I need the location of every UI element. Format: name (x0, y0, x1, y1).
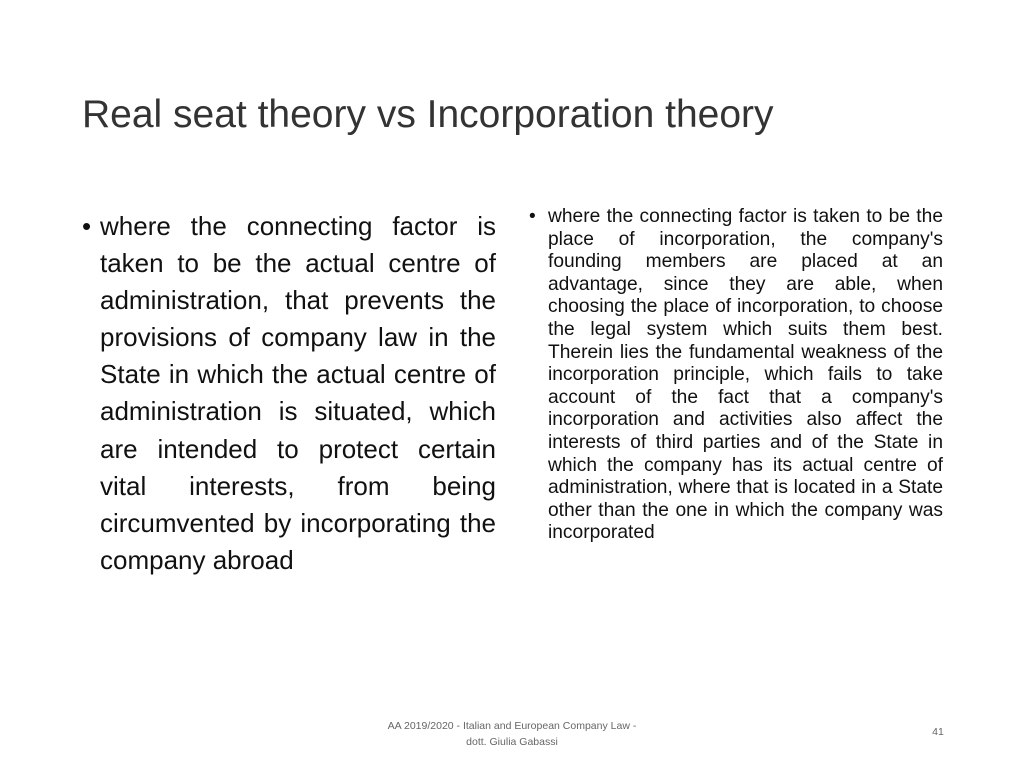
footer-line-course: AA 2019/2020 - Italian and European Company Law - (387, 720, 637, 732)
page-number: 41 (932, 726, 944, 738)
right-column (529, 206, 943, 545)
left-bullet-item (82, 208, 496, 579)
left-bullet-text: where the connecting factor is taken to be the actual centre of administration, that prevents the provisions of company law in the State in which the actual centre of administration is situated, which are intended to protect certain vital interests, from being circumvented by incorporating the company abroad (100, 211, 496, 575)
footer-text (352, 718, 672, 750)
bullet-icon: • (82, 211, 92, 241)
right-bullet-text: where the connecting factor is taken to be the place of incorporation, the company's founding members are placed at an advantage, since they are able, when choosing the place of incorporation, to choose the legal system which suits them best. Therein lies the fundamental weakness of the incorporation principle, which fails to take account of the fact that a company's incorporation and activities also affect the interests of third parties and of the State in which the company has its actual centre of administration, where that is located in a State other than the one in which the company was incorporated (548, 206, 943, 544)
slide-title: Real seat theory vs Incorporation theory (82, 93, 774, 136)
bullet-icon: • (529, 206, 536, 227)
footer-line-author: dott. Giulia Gabassi (466, 736, 558, 748)
left-column (82, 208, 496, 579)
right-bullet-item (529, 206, 943, 545)
